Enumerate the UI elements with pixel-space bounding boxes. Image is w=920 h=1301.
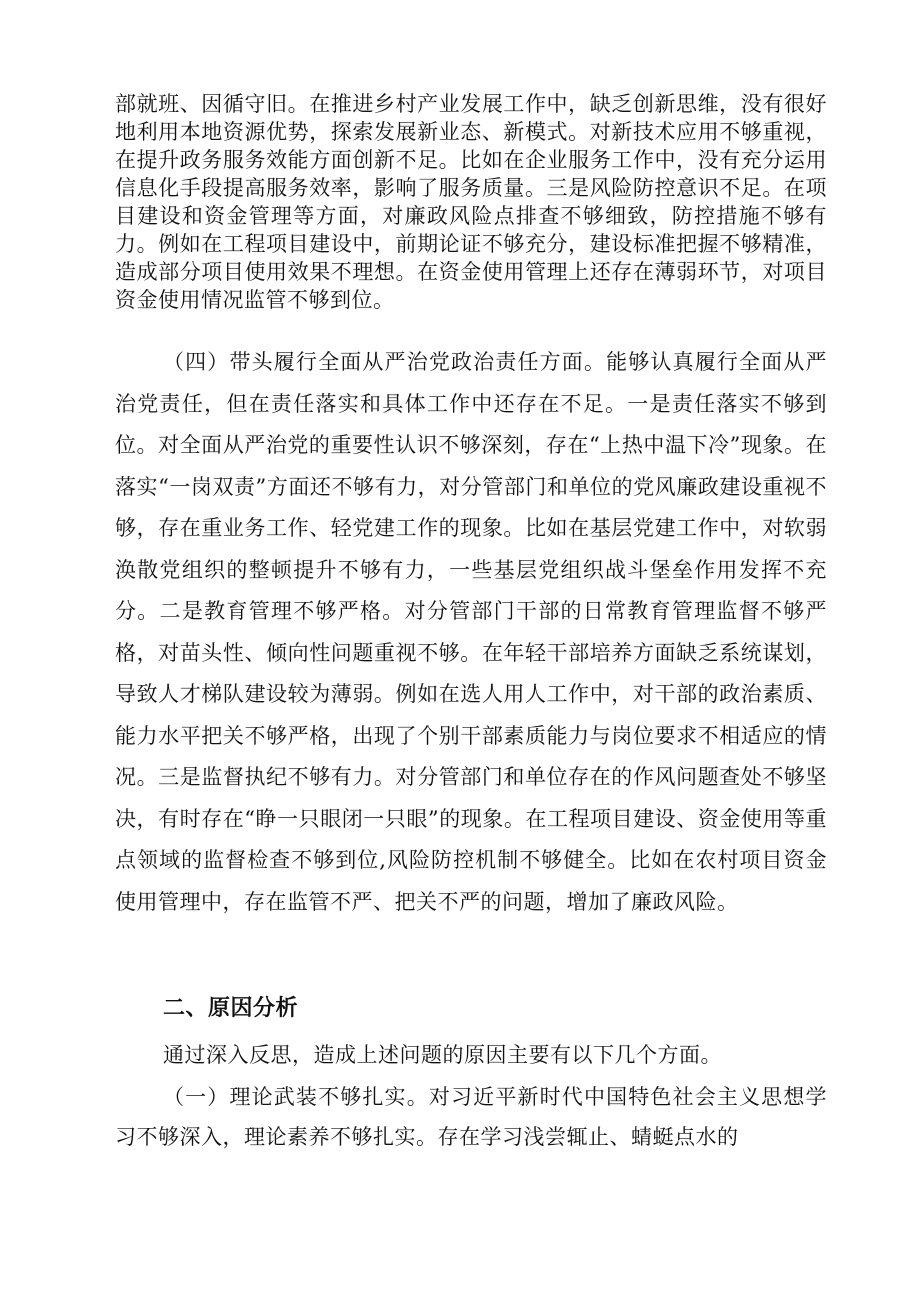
- body-paragraph-section-one: （一）理论武装不够扎实。对习近平新时代中国特色社会主义思想学习不够深入，理论素养不够扎实。存在学习浅尝辄止、蜻蜓点水的: [115, 1085, 827, 1149]
- body-paragraph-section-four: （四）带头履行全面从严治党政治责任方面。能够认真履行全面从严治党责任，但在责任落实和具体工作中还存在不足。一是责任落实不够到位。对全面从严治党的重要性认识不够深刻，存在“上热中温下冷”现象。在落实“一岗双责”方面还不够有力，对分管部门和单位的党风廉政建设重视不够，存在重业务工作、轻党建工作的现象。比如在基层党建工作中，对软弱涣散党组织的整顿提升不够有力，一些基层党组织战斗堡垒作用发挥不充分。二是教育管理不够严格。对分管部门干部的日常教育管理监督不够严格，对苗头性、倾向性问题重视不够。在年轻干部培养方面缺乏系统谋划，导致人才梯队建设较为薄弱。例如在选人用人工作中，对干部的政治素质、能力水平把关不够严格，出现了个别干部素质能力与岗位要求不相适应的情况。三是监督执纪不够有力。对分管部门和单位存在的作风问题查处不够坚决，有时存在“睁一只眼闭一只眼”的现象。在工程项目建设、资金使用等重点领域的监督检查不够到位,风险防控机制不够健全。比如在农村项目资金使用管理中，存在监管不严、把关不严的问题，增加了廉政风险。: [115, 350, 827, 914]
- body-paragraph-continued: 部就班、因循守旧。在推进乡村产业发展工作中，缺乏创新思维，没有很好地利用本地资源优势，探索发展新业态、新模式。对新技术应用不够重视，在提升政务服务效能方面创新不足。比如在企业服务工作中，没有充分运用信息化手段提高服务效率，影响了服务质量。三是风险防控意识不足。在项目建设和资金管理等方面，对廉政风险点排查不够细致，防控措施不够有力。例如在工程项目建设中，前期论证不够充分，建设标准把握不够精准，造成部分项目使用效果不理想。在资金使用管理上还存在薄弱环节，对项目资金使用情况监管不够到位。: [115, 92, 827, 312]
- section-heading-cause-analysis: 二、原因分析: [163, 996, 299, 1021]
- body-paragraph-intro: 通过深入反思，造成上述问题的原因主要有以下几个方面。: [163, 1043, 722, 1067]
